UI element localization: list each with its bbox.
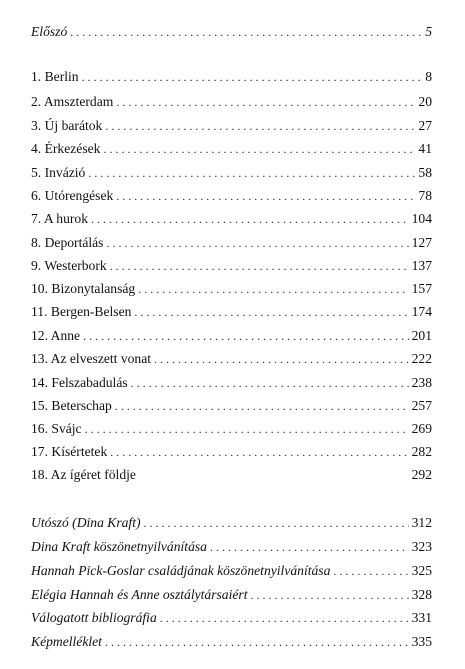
- toc-entry-title: 6. Utórengések: [31, 188, 114, 203]
- toc-entry-page: 127: [411, 235, 432, 250]
- toc-entry-bibliography: [31, 608, 432, 628]
- toc-entry-chapter-15: [31, 396, 432, 416]
- toc-entry-page: 222: [411, 351, 432, 366]
- toc-entry-title: 13. Az elveszett vonat: [31, 351, 152, 366]
- toc-entry-page: 292: [411, 467, 432, 482]
- toc-entry-page: 312: [411, 515, 432, 530]
- toc-entry-page: 257: [411, 398, 432, 413]
- dot-leader: [138, 279, 408, 299]
- toc-entry-page: 8: [425, 69, 432, 84]
- toc-entry-preface: [31, 22, 432, 42]
- toc-entry-chapter-8: [31, 233, 432, 253]
- toc-entry-chapter-9: [31, 256, 432, 276]
- dot-leader: [105, 632, 409, 652]
- toc-entry-page: 5: [425, 24, 432, 39]
- toc-entry-title: Hannah Pick-Goslar családjának köszönetnyilvánítása: [31, 563, 331, 578]
- toc-entry-title: 4. Érkezések: [31, 141, 101, 156]
- toc-entry-title: Elégia Hannah és Anne osztálytársaiért: [31, 587, 248, 602]
- toc-entry-title: 2. Amszterdam: [31, 94, 114, 109]
- dot-leader: [134, 302, 408, 322]
- toc-entry-page: 335: [411, 634, 432, 649]
- dot-leader: [110, 256, 409, 276]
- dot-leader: [82, 67, 423, 87]
- toc-entry-page: 201: [411, 328, 432, 343]
- toc-entry-chapter-18: [31, 465, 432, 485]
- toc-entry-chapter-5: [31, 163, 432, 183]
- toc-entry-chapter-6: [31, 186, 432, 206]
- toc-entry-chapter-3: [31, 116, 432, 136]
- toc-entry-title: 18. Az ígéret földje: [31, 467, 136, 482]
- dot-leader: [110, 442, 408, 462]
- dot-leader: [116, 92, 415, 112]
- toc-entry-chapter-14: [31, 373, 432, 393]
- dot-leader: [250, 585, 408, 605]
- toc-entry-chapter-17: [31, 442, 432, 462]
- toc-entry-title: 14. Felszabadulás: [31, 375, 128, 390]
- dot-leader: [91, 209, 409, 229]
- dot-leader: [106, 233, 408, 253]
- toc-entry-page: 269: [411, 421, 432, 436]
- toc-entry-photo-insert: [31, 632, 432, 652]
- toc-entry-page: 27: [418, 118, 432, 133]
- toc-entry-page: 174: [411, 304, 432, 319]
- toc-entry-chapter-16: [31, 419, 432, 439]
- toc-entry-title: 1. Berlin: [31, 69, 79, 84]
- toc-entry-title: Dina Kraft köszönetnyilvánítása: [31, 539, 207, 554]
- toc-entry-page: 328: [411, 587, 432, 602]
- dot-leader: [83, 326, 409, 346]
- toc-entry-page: 137: [411, 258, 432, 273]
- toc-entry-chapter-2: [31, 92, 432, 112]
- toc-entry-title: Válogatott bibliográfia: [31, 610, 157, 625]
- toc-entry-page: 20: [418, 94, 432, 109]
- toc-entry-chapter-11: [31, 302, 432, 322]
- dot-leader: [70, 22, 422, 42]
- toc-entry-title: 16. Svájc: [31, 421, 82, 436]
- toc-entry-acknowledgements-kraft: [31, 537, 432, 557]
- toc-entry-elegy: [31, 585, 432, 605]
- toc-entry-chapter-7: [31, 209, 432, 229]
- toc-entry-title: 9. Westerbork: [31, 258, 107, 273]
- dot-leader: [333, 561, 408, 581]
- dot-leader: [116, 186, 415, 206]
- dot-leader: [131, 373, 409, 393]
- toc-entry-title: 3. Új barátok: [31, 118, 103, 133]
- dot-leader: [160, 608, 409, 628]
- toc-entry-page: 331: [411, 610, 432, 625]
- toc-entry-title: 8. Deportálás: [31, 235, 104, 250]
- toc-entry-chapter-12: [31, 326, 432, 346]
- toc-entry-title: 11. Bergen-Belsen: [31, 304, 132, 319]
- dot-leader: [144, 513, 409, 533]
- toc-entry-page: 325: [411, 563, 432, 578]
- toc-entry-page: 323: [411, 539, 432, 554]
- dot-leader: [210, 537, 409, 557]
- toc-entry-chapter-13: [31, 349, 432, 369]
- toc-entry-chapter-1: [31, 67, 432, 87]
- dot-leader: [88, 163, 415, 183]
- toc-entry-title: Előszó: [31, 24, 68, 39]
- toc-entry-page: 41: [418, 141, 432, 156]
- toc-entry-page: 157: [411, 281, 432, 296]
- toc-entry-chapter-4: [31, 139, 432, 159]
- toc-entry-page: 104: [411, 211, 432, 226]
- toc-entry-page: 78: [418, 188, 432, 203]
- toc-entry-chapter-10: [31, 279, 432, 299]
- toc-entry-title: 7. A hurok: [31, 211, 89, 226]
- dot-leader: [85, 419, 409, 439]
- toc-entry-page: 282: [411, 444, 432, 459]
- toc-entry-title: 12. Anne: [31, 328, 81, 343]
- toc-entry-title: Utószó (Dina Kraft): [31, 515, 141, 530]
- dot-leader: [103, 139, 415, 159]
- toc-entry-title: Képmelléklet: [31, 634, 102, 649]
- dot-leader: [105, 116, 415, 136]
- toc-entry-title: 17. Kísértetek: [31, 444, 108, 459]
- dot-leader: [115, 396, 409, 416]
- toc-entry-page: 238: [411, 375, 432, 390]
- toc-entry-acknowledgements-family: [31, 561, 432, 581]
- toc-entry-page: 58: [418, 165, 432, 180]
- toc-entry-afterword: [31, 513, 432, 533]
- toc-entry-title: 15. Beterschap: [31, 398, 112, 413]
- dot-leader: [154, 349, 409, 369]
- toc-entry-title: 10. Bizonytalanság: [31, 281, 136, 296]
- toc-entry-title: 5. Invázió: [31, 165, 86, 180]
